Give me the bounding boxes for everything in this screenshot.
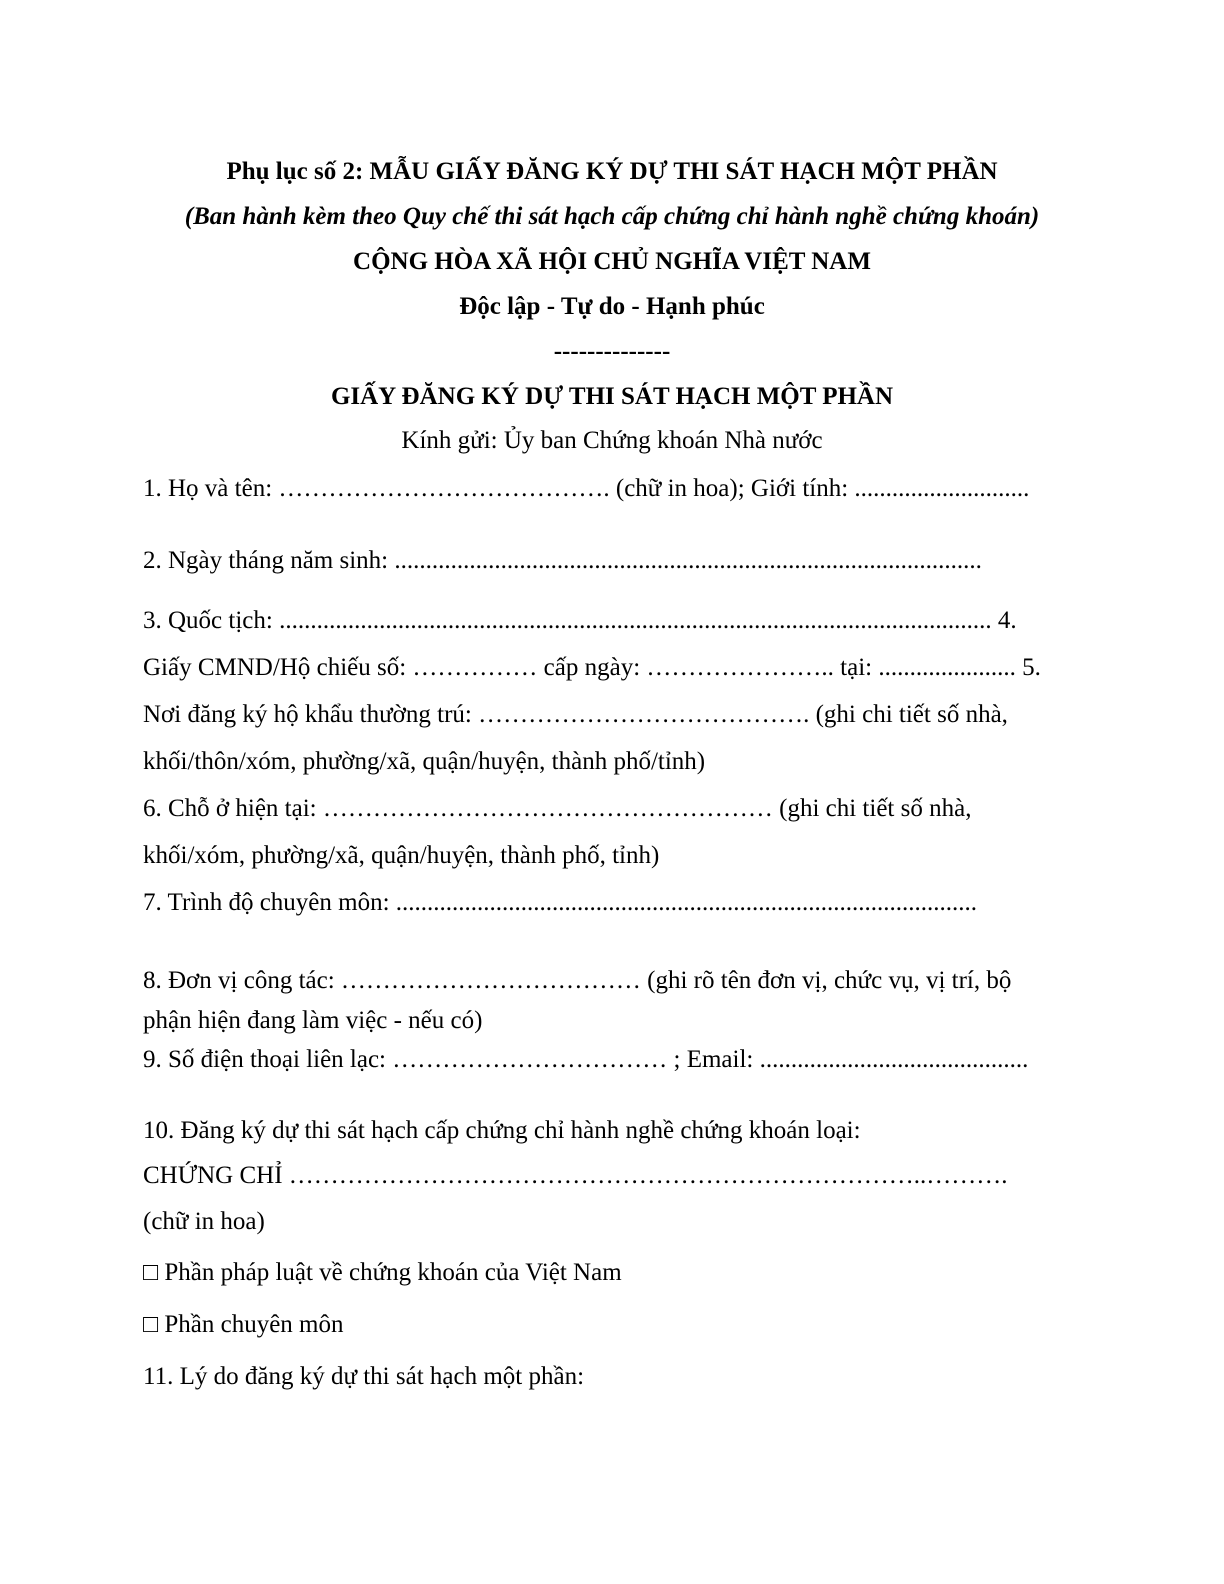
field-full-name: 1. Họ và tên: …………………………………. (chữ in hoa); Giới tính: ............................ xyxy=(143,475,1030,502)
national-motto: Độc lập - Tự do - Hạnh phúc xyxy=(459,293,765,320)
option-law-section[interactable]: □ Phần pháp luật về chứng khoán của Việt Nam xyxy=(143,1259,622,1286)
recipient: Kính gửi: Ủy ban Chứng khoán Nhà nước xyxy=(401,427,823,454)
form-title: GIẤY ĐĂNG KÝ DỰ THI SÁT HẠCH MỘT PHẦN xyxy=(330,383,894,410)
option-professional-section[interactable]: □ Phần chuyên môn xyxy=(143,1311,344,1338)
field-exam-registration: 10. Đăng ký dự thi sát hạch cấp chứng chỉ hành nghề chứng khoán loại: xyxy=(143,1117,861,1144)
field-certificate-type: CHỨNG CHỈ …………………………………………………………………..………. xyxy=(143,1162,1008,1189)
separator: -------------- xyxy=(553,338,671,365)
field-id-passport: Giấy CMND/Hộ chiếu số: …………… cấp ngày: ………………….. tại: ...................... 5. xyxy=(143,654,1041,681)
field-workplace: 8. Đơn vị công tác: ……………………………… (ghi rõ tên đơn vị, chức vụ, vị trí, bộ xyxy=(143,967,1012,994)
field-current-residence: 6. Chỗ ở hiện tại: ……………………………………………… (ghi chi tiết số nhà, xyxy=(143,795,972,822)
field-permanent-residence-note: khối/thôn/xóm, phường/xã, quận/huyện, thành phố/tỉnh) xyxy=(143,748,706,775)
field-qualification: 7. Trình độ chuyên môn: ............................................................................................. xyxy=(143,889,978,916)
field-contact: 9. Số điện thoại liên lạc: …………………………… ; Email: ........................................... xyxy=(143,1046,1029,1073)
country-name: CỘNG HÒA XÃ HỘI CHỦ NGHĨA VIỆT NAM xyxy=(353,248,871,275)
field-permanent-residence: Nơi đăng ký hộ khẩu thường trú: …………………………………. (ghi chi tiết số nhà, xyxy=(143,701,1008,728)
field-nationality: 3. Quốc tịch: .................................................................................................................. 4. xyxy=(143,607,1017,634)
field-reason: 11. Lý do đăng ký dự thi sát hạch một phần: xyxy=(143,1363,585,1390)
field-workplace-note: phận hiện đang làm việc - nếu có) xyxy=(143,1007,483,1034)
appendix-title: Phụ lục số 2: MẪU GIẤY ĐĂNG KÝ DỰ THI SÁT HẠCH MỘT PHẦN xyxy=(226,158,998,185)
appendix-subtitle: (Ban hành kèm theo Quy chế thi sát hạch cấp chứng chỉ hành nghề chứng khoán) xyxy=(184,203,1040,230)
field-certificate-note: (chữ in hoa) xyxy=(143,1208,265,1235)
field-date-of-birth: 2. Ngày tháng năm sinh: .............................................................................................. xyxy=(143,547,982,574)
field-current-residence-note: khối/xóm, phường/xã, quận/huyện, thành phố, tỉnh) xyxy=(143,842,660,869)
